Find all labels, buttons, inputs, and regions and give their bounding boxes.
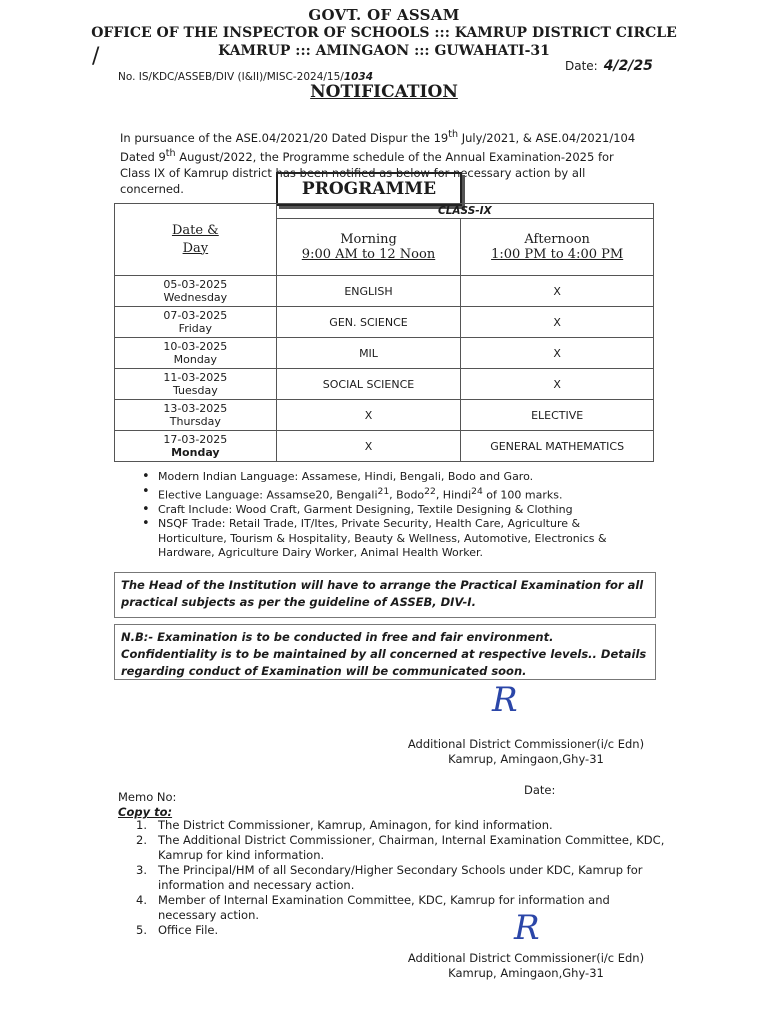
item-number: 1. [136, 818, 147, 832]
list-item [140, 517, 650, 561]
list-item [136, 818, 666, 833]
row-afternoon: ELECTIVE [461, 400, 654, 431]
item-number: 4. [136, 893, 147, 907]
item-text: The Additional District Commissioner, Chairman, Internal Examination Committee, KDC, Kamrup for kind information. [158, 833, 665, 862]
row-date-cell [115, 400, 277, 431]
issue-date [565, 58, 653, 74]
morning-label: Morning [340, 232, 397, 247]
note-elective-sup2: 22 [424, 485, 436, 497]
row-afternoon: GENERAL MATHEMATICS [461, 431, 654, 462]
nb-note: N.B:- Examination is to be conducted in free and fair environment. Confidentiality is to be maintained by all concerned at respective levels.. Details regarding conduct of Examination will be communicated soon. [114, 624, 656, 680]
list-item [136, 863, 666, 893]
note-elective-sup1: 21 [377, 485, 390, 497]
issue-date-label: Date: [565, 59, 598, 73]
list-item [140, 503, 650, 518]
signature-2: R [514, 908, 540, 948]
item-text: The District Commissioner, Kamrup, Aminagon, for kind information. [158, 818, 553, 832]
row-date: 13-03-2025 [163, 402, 228, 415]
memo-date: Date: [524, 783, 556, 797]
row-afternoon: X [461, 307, 654, 338]
row-morning: SOCIAL SCIENCE [276, 369, 461, 400]
issue-date-value: 4/2/25 [603, 58, 653, 74]
row-afternoon: X [461, 369, 654, 400]
row-day: Wednesday [163, 291, 228, 304]
class-label: CLASS-IX [276, 204, 653, 219]
row-date: 11-03-2025 [163, 371, 228, 384]
row-afternoon: X [461, 276, 654, 307]
row-date-cell [115, 307, 277, 338]
row-morning: X [276, 400, 461, 431]
date-header-line2: Day [182, 240, 209, 256]
item-text: Office File. [158, 923, 219, 937]
row-date: 05-03-2025 [163, 278, 228, 291]
row-morning: ENGLISH [276, 276, 461, 307]
intro-sup-2: th [165, 147, 176, 159]
signer-block-1 [398, 737, 654, 767]
memo-no: Memo No: [118, 790, 177, 804]
afternoon-time: 1:00 PM to 4:00 PM [491, 247, 624, 262]
item-number: 2. [136, 833, 147, 847]
subject-notes-list [140, 470, 650, 561]
row-date-cell [115, 369, 277, 400]
note-craft: Craft Include: Wood Craft, Garment Designing, Textile Designing & Clothing [158, 502, 573, 516]
note-nsqf: NSQF Trade: Retail Trade, IT/Ites, Private Security, Health Care, Agriculture & Horticulture, Tourism & Hospitality, Beauty & Wellness, Automotive, Electronics & Hardware, Agriculture Dairy Worker, Animal Health Worker. [158, 517, 607, 560]
list-item [140, 485, 650, 503]
afternoon-header [461, 219, 654, 276]
intro-part-2: July/2021, & ASE.04/2021/104 Dated 9 [120, 130, 636, 164]
intro-sup-1: th [448, 129, 459, 140]
signer-place: Kamrup, Amingaon,Ghy-31 [448, 966, 604, 980]
programme-heading: PROGRAMME [276, 172, 462, 206]
note-elective-c: , Hindi [435, 488, 472, 502]
intro-part-3: August/2022, the Programme schedule of the Annual Examination-2025 for Class IX of Kamrup district has been notified as below for necessary action by all concerned. [120, 149, 614, 196]
copy-to-heading: Copy to: [118, 805, 173, 819]
header-govt: GOVT. OF ASSAM [308, 6, 460, 24]
list-item [136, 923, 666, 938]
note-elective-sup3: 24 [471, 485, 483, 497]
note-elective-d: of 100 marks. [482, 488, 563, 502]
row-morning: X [276, 431, 461, 462]
morning-time: 9:00 AM to 12 Noon [301, 247, 436, 262]
afternoon-label: Afternoon [524, 232, 590, 247]
header-address: KAMRUP ::: AMINGAON ::: GUWAHATI-31 [218, 43, 550, 59]
row-afternoon: X [461, 338, 654, 369]
margin-mark: / [92, 44, 100, 69]
row-date: 07-03-2025 [163, 309, 228, 322]
item-text: The Principal/HM of all Secondary/Higher Secondary Schools under KDC, Kamrup for information and necessary action. [158, 863, 643, 892]
schedule-table [114, 203, 654, 462]
note-elective-a: Elective Language: Assamse20, Bengali [158, 488, 378, 502]
note-mil: Modern Indian Language: Assamese, Hindi, Bengali, Bodo and Garo. [158, 470, 534, 483]
row-date: 17-03-2025 [163, 433, 228, 446]
item-number: 5. [136, 923, 147, 937]
date-header-line1: Date & [171, 222, 219, 238]
table-row [115, 338, 654, 369]
row-date-cell [115, 431, 277, 462]
signer-block-2 [398, 951, 654, 981]
table-row [115, 369, 654, 400]
row-day: Thursday [169, 415, 221, 428]
copy-to-list [136, 818, 666, 938]
intro-part-1: In pursuance of the ASE.04/2021/20 Dated Dispur the 19 [120, 130, 449, 145]
table-row [115, 431, 654, 462]
header-office: OFFICE OF THE INSPECTOR OF SCHOOLS ::: KAMRUP DISTRICT CIRCLE [91, 25, 677, 41]
note-elective-b: , Bodo [389, 488, 425, 502]
signature-1: R [492, 680, 518, 720]
signer-place: Kamrup, Amingaon,Ghy-31 [448, 752, 604, 766]
table-row [115, 276, 654, 307]
row-morning: MIL [276, 338, 461, 369]
row-date-cell [115, 276, 277, 307]
reference-prefix: No. IS/KDC/ASSEB/DIV (I&II)/MISC-2024/15/ [118, 71, 344, 83]
list-item [136, 893, 666, 923]
notification-title-text: NOTIFICATION [310, 82, 458, 102]
list-item [136, 833, 666, 863]
row-day: Friday [178, 322, 213, 335]
date-day-header [115, 204, 277, 276]
item-number: 3. [136, 863, 147, 877]
row-date: 10-03-2025 [163, 340, 228, 353]
row-day: Tuesday [172, 384, 218, 397]
signer-title: Additional District Commissioner(i/c Edn) [407, 737, 645, 751]
reference-handwritten-number: 1034 [343, 71, 374, 83]
row-day: Monday [173, 353, 218, 366]
morning-header [276, 219, 461, 276]
notification-title [0, 82, 768, 102]
row-date-cell [115, 338, 277, 369]
row-day: Monday [171, 446, 220, 459]
table-row [115, 307, 654, 338]
table-row [115, 400, 654, 431]
signer-title: Additional District Commissioner(i/c Edn) [407, 951, 645, 965]
row-morning: GEN. SCIENCE [276, 307, 461, 338]
item-text: Member of Internal Examination Committee, KDC, Kamrup for information and necessary action. [158, 893, 610, 922]
practical-exam-note: The Head of the Institution will have to arrange the Practical Examination for all practical subjects as per the guideline of ASSEB, DIV-I. [114, 572, 656, 618]
list-item [140, 470, 650, 485]
